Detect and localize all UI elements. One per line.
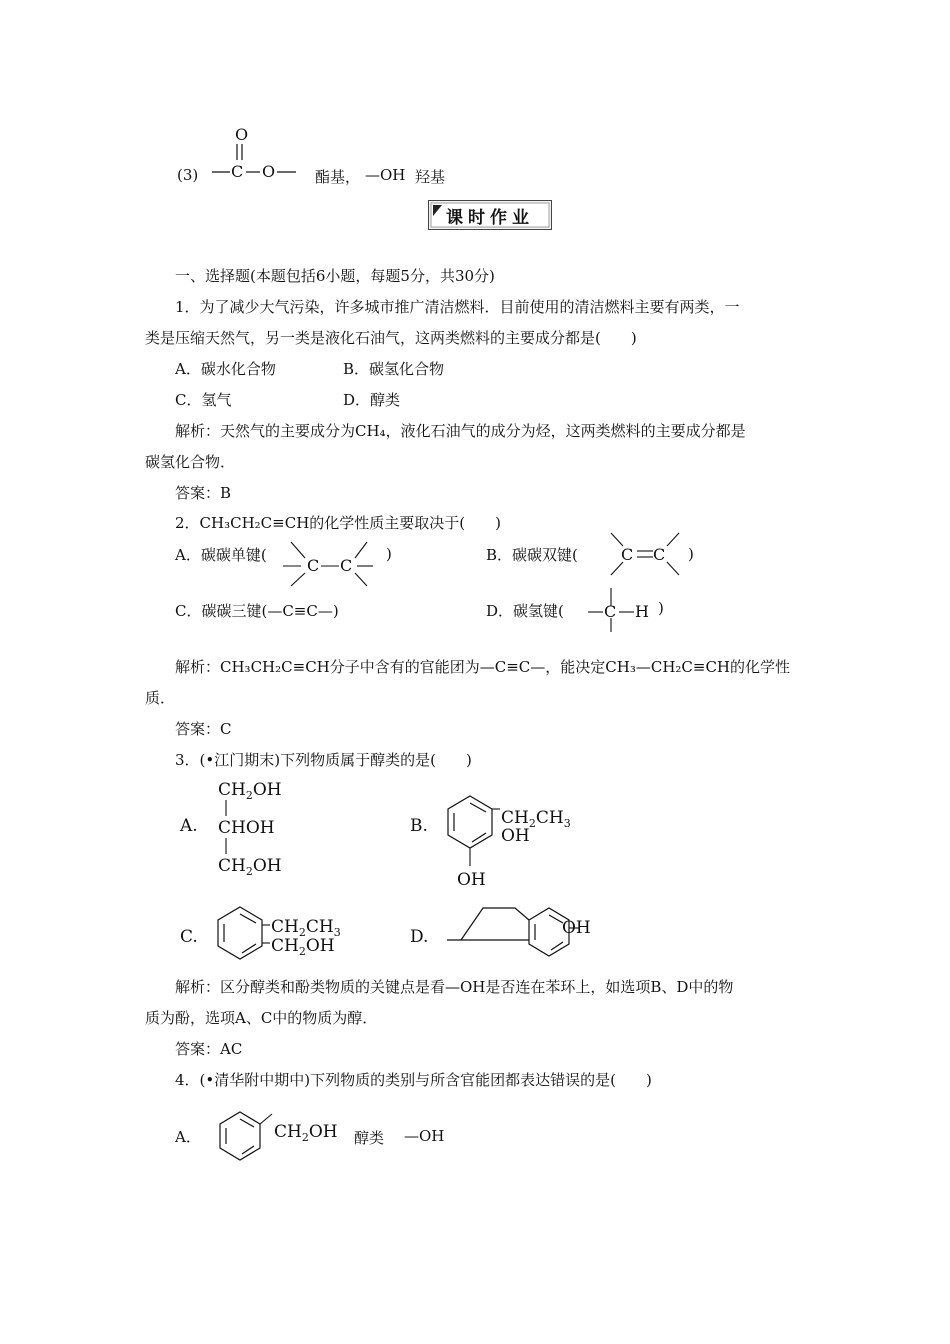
double-bond-structure bbox=[605, 530, 685, 578]
q3-option-c-label: C. bbox=[180, 927, 198, 947]
svg-text:CH2OH: $CH_2OH$ bbox=[271, 936, 335, 958]
item3-number: (3) bbox=[177, 166, 199, 184]
svg-text:H: H bbox=[635, 602, 649, 621]
svg-text:C: C bbox=[231, 162, 244, 181]
ethylbenzenediol-structure bbox=[440, 792, 580, 892]
hydroxyl-name: 羟基 bbox=[415, 168, 446, 186]
svg-text:C: C bbox=[621, 545, 634, 564]
ethylbenzyl-alcohol-structure bbox=[210, 905, 350, 967]
q1-option-d: D．醇类 bbox=[343, 391, 401, 409]
q2-option-b-close: ) bbox=[688, 545, 694, 563]
q3-stem: 3．(•江门期末)下列物质属于醇类的是( ) bbox=[175, 751, 472, 769]
single-bond-structure bbox=[283, 538, 378, 588]
section-badge bbox=[428, 200, 552, 230]
q3-explanation-line2: 质为酚，选项A、C中的物质为醇． bbox=[145, 1009, 378, 1027]
svg-text:C: C bbox=[307, 556, 320, 575]
svg-text:OH: OH bbox=[562, 918, 591, 938]
svg-text:C: C bbox=[604, 602, 617, 621]
q1-option-c: C．氢气 bbox=[175, 391, 232, 409]
svg-text:OH: OH bbox=[501, 826, 530, 846]
svg-text:C: C bbox=[340, 556, 353, 575]
section-heading: 一、选择题(本题包括6小题，每题5分，共30分) bbox=[175, 267, 495, 285]
q2-stem: 2．CH₃CH₂C≡CH的化学性质主要取决于( ) bbox=[175, 514, 501, 532]
glycerol-structure bbox=[216, 778, 296, 878]
svg-text:C: C bbox=[653, 545, 666, 564]
q1-answer: 答案：B bbox=[175, 484, 232, 502]
q3-explanation-line1: 解析：区分醇类和酚类物质的关键点是看—OH是否连在苯环上，如选项B、D中的物 bbox=[175, 978, 734, 996]
q2-option-a: A．碳碳单键( bbox=[175, 546, 267, 564]
svg-text:CH2OH: $CH_2OH$ bbox=[218, 780, 282, 802]
svg-text:O: O bbox=[262, 162, 276, 181]
q2-explanation-line2: 质． bbox=[145, 689, 176, 707]
q2-option-b: B．碳碳双键( bbox=[486, 546, 578, 564]
q1-option-b: B．碳氢化合物 bbox=[343, 360, 445, 378]
q3-answer: 答案：AC bbox=[175, 1040, 243, 1058]
benzyl-alcohol-structure bbox=[216, 1108, 351, 1170]
ester-structure bbox=[210, 122, 305, 184]
svg-text:CH2OH: $CH_2OH$ bbox=[218, 856, 282, 878]
q1-stem-line2: 类是压缩天然气，另一类是液化石油气，这两类燃料的主要成分都是( ) bbox=[145, 329, 637, 347]
q2-option-d: D．碳氢键( bbox=[486, 602, 564, 620]
svg-text:O: O bbox=[235, 125, 249, 144]
q4-stem: 4．(•清华附中期中)下列物质的类别与所含官能团都表达错误的是( ) bbox=[175, 1071, 652, 1089]
ester-label: 酯基， bbox=[315, 168, 361, 186]
q1-option-a: A．碳水化合物 bbox=[175, 360, 276, 378]
indanol-structure bbox=[445, 900, 595, 960]
q3-option-b-label: B. bbox=[410, 816, 428, 836]
q3-option-a-label: A. bbox=[180, 816, 198, 836]
svg-text:CH2CH3: $CH_2CH_3$ bbox=[501, 808, 571, 830]
svg-text:OH: OH bbox=[457, 870, 486, 890]
q4-option-a-label: A． bbox=[175, 1128, 201, 1146]
q2-option-d-close: ) bbox=[658, 599, 664, 617]
q1-explanation-line1: 解析：天然气的主要成分为CH₄，液化石油气的成分为烃，这两类燃料的主要成分都是 bbox=[175, 422, 746, 440]
q2-option-c: C．碳碳三键(—C≡C—) bbox=[175, 602, 339, 620]
q2-answer: 答案：C bbox=[175, 720, 232, 738]
q2-explanation-line1: 解析：CH₃CH₂C≡CH分子中含有的官能团为—C≡C—，能决定CH₃—CH₂C≡CH的化学性 bbox=[175, 658, 791, 676]
hydroxyl-formula: —OH bbox=[365, 166, 406, 184]
q2-option-a-close: ) bbox=[386, 545, 392, 563]
q4-option-a-class: 醇类 bbox=[354, 1129, 385, 1147]
svg-text:CHOH: CHOH bbox=[218, 818, 275, 838]
q4-option-a-group: —OH bbox=[404, 1127, 445, 1145]
ch-bond-structure bbox=[588, 586, 668, 634]
q1-explanation-line2: 碳氢化合物． bbox=[145, 453, 236, 471]
q1-stem-line1: 1．为了减少大气污染，许多城市推广清洁燃料．目前使用的清洁燃料主要有两类，一 bbox=[175, 298, 740, 316]
q3-option-d-label: D. bbox=[410, 927, 429, 947]
svg-text:CH2CH3: $CH_2CH_3$ bbox=[271, 917, 341, 939]
section-badge-text: 课时作业 bbox=[446, 208, 534, 228]
svg-text:CH2OH: $CH_2OH$ bbox=[274, 1122, 338, 1144]
